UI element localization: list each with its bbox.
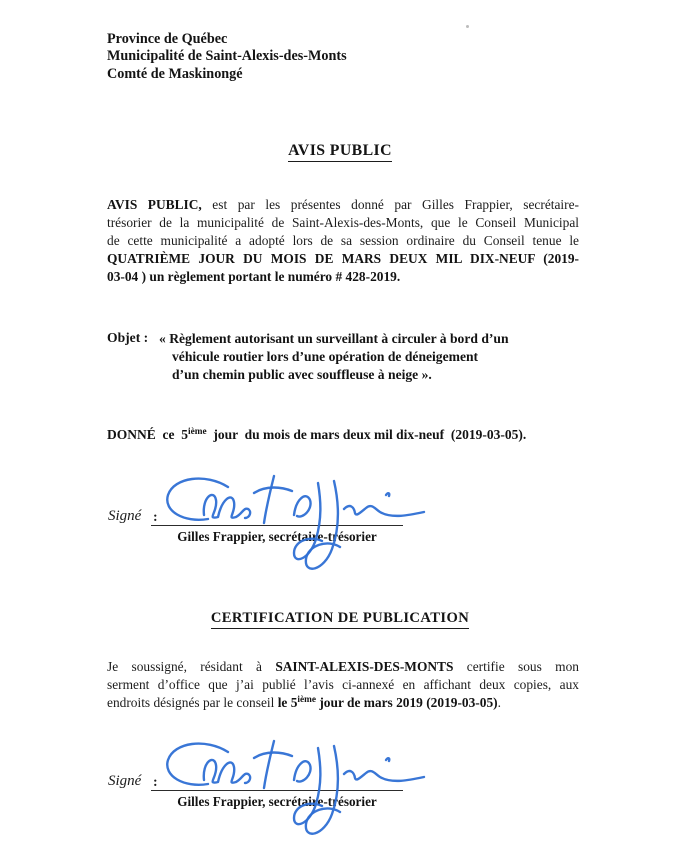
title-row — [0, 142, 680, 162]
objet-line: véhicule routier lors d’une opération de déneigement — [172, 348, 479, 364]
municipality-name-bold: SAINT-ALEXIS-DES-MONTS — [275, 659, 454, 674]
scan-artifact-speck — [466, 25, 469, 28]
ordinal-superscript: ième — [188, 427, 207, 437]
notice-paragraph-line-bold: 03-04 ) un règlement portant le numéro # 428-2019. — [107, 269, 401, 284]
signed-colon: : — [153, 775, 158, 790]
document-title: AVIS PUBLIC — [288, 142, 392, 162]
letterhead-municipality: Municipalité de Saint-Alexis-des-Monts — [107, 48, 347, 65]
objet-quote-block — [159, 330, 509, 383]
certification-line: serment d’office que j’ai publié l’avis ci-annexé en affichant deux copies, aux — [107, 677, 579, 692]
objet-line: d’un chemin public avec souffleuse à neige ». — [172, 366, 432, 382]
signed-colon: : — [153, 510, 158, 525]
certification-line: Je soussigné, résidant à SAINT-ALEXIS-DES-MONTS certifie sous mon — [107, 659, 579, 674]
objet-line: « Règlement autorisant un surveillant à circuler à bord d’un — [159, 331, 509, 346]
objet-label: Objet : — [107, 330, 149, 345]
certification-line: endroits désignés par le conseil le 5ième jour de mars 2019 (2019-03-05). — [107, 695, 501, 710]
certification-heading: CERTIFICATION DE PUBLICATION — [211, 610, 469, 629]
letterhead-province: Province de Québec — [107, 31, 228, 47]
notice-paragraph-line: trésorier de la municipalité de Saint-Alexis-des-Monts, que le Conseil Municipal — [107, 215, 579, 230]
certification-paragraph — [107, 658, 579, 714]
letterhead-county: Comté de Maskinongé — [107, 65, 243, 82]
notice-intro-bold: AVIS PUBLIC, — [107, 197, 202, 212]
notice-paragraph-line-bold: QUATRIÈME JOUR DU MOIS DE MARS DEUX MIL DIX-NEUF (2019- — [107, 251, 579, 266]
given-date-line: DONNÉ ce 5ième jour du mois de mars deux mil dix-neuf (2019-03-05). — [107, 427, 527, 442]
signed-label: Signé — [108, 773, 142, 789]
ordinal-superscript: ième — [297, 695, 316, 705]
notice-paragraph-line: AVIS PUBLIC, est par les présentes donné par Gilles Frappier, secrétaire- — [107, 197, 580, 212]
municipal-letterhead — [107, 31, 347, 83]
signed-label: Signé — [108, 508, 142, 524]
signatory-name: Gilles Frappier, secrétaire-trésorier — [177, 794, 377, 809]
signatory-name: Gilles Frappier, secrétaire-trésorier — [177, 529, 377, 544]
notice-paragraph-line: de cette municipalité a adopté lors de sa session ordinaire du Conseil tenue le — [107, 233, 579, 248]
handwritten-signature-icon — [154, 469, 430, 582]
handwritten-signature-icon — [154, 734, 430, 847]
notice-paragraph — [107, 196, 579, 286]
certification-heading-row — [0, 609, 680, 629]
